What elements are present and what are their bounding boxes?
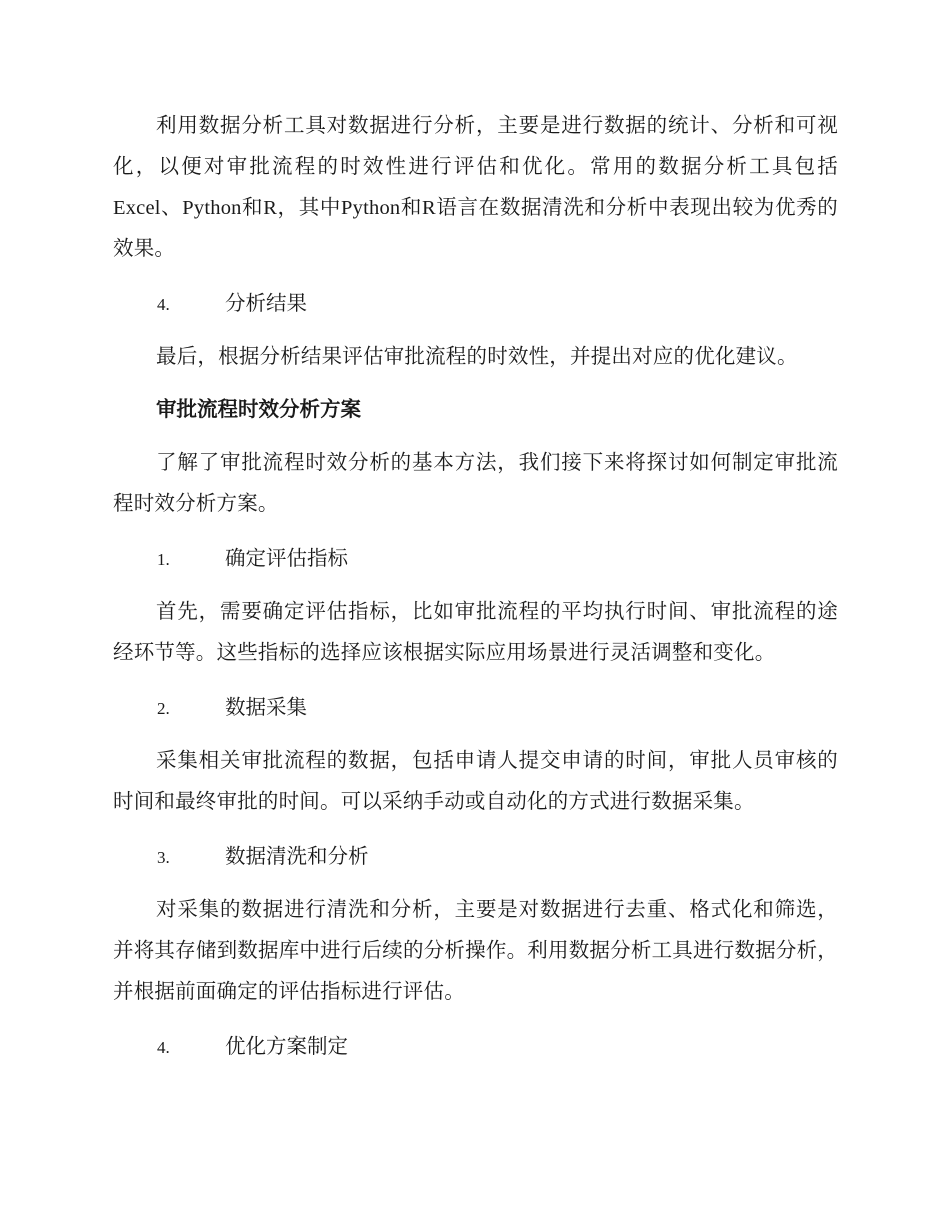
- paragraph-data-analysis-tools: 利用数据分析工具对数据进行分析，主要是进行数据的统计、分析和可视化，以便对审批流程的时效性进行评估和优化。常用的数据分析工具包括Excel、Python和R，其中Python和R语言在数据清洗和分析中表现出较为优秀的效果。: [113, 115, 838, 260]
- section-heading: 审批流程时效分析方案: [156, 399, 361, 421]
- list-number: 1.: [157, 550, 170, 569]
- list-item-evaluation-metrics: [113, 539, 838, 580]
- list-item-data-collection: [113, 688, 838, 729]
- list-label: 确定评估指标: [225, 548, 348, 570]
- list-number: 2.: [157, 699, 170, 718]
- list-number: 3.: [157, 848, 170, 867]
- list-item-analysis-result: [113, 284, 838, 325]
- paragraph-cleaning: 对采集的数据进行清洗和分析，主要是对数据进行去重、格式化和筛选，并将其存储到数据库中进行后续的分析操作。利用数据分析工具进行数据分析，并根据前面确定的评估指标进行评估。: [113, 899, 838, 1003]
- paragraph-collection: 采集相关审批流程的数据，包括申请人提交申请的时间，审批人员审核的时间和最终审批的时间。可以采纳手动或自动化的方式进行数据采集。: [113, 750, 838, 813]
- list-label: 优化方案制定: [225, 1036, 348, 1058]
- list-item-data-cleaning: [113, 837, 838, 878]
- list-label: 数据采集: [225, 697, 307, 719]
- list-number: 4.: [157, 1038, 170, 1057]
- list-label: 数据清洗和分析: [225, 846, 369, 868]
- list-label: 分析结果: [225, 293, 307, 315]
- paragraph-conclusion: 最后，根据分析结果评估审批流程的时效性，并提出对应的优化建议。: [156, 346, 798, 368]
- list-item-optimization: [113, 1027, 838, 1068]
- document-body: [113, 106, 838, 1068]
- paragraph-intro: 了解了审批流程时效分析的基本方法，我们接下来将探讨如何制定审批流程时效分析方案。: [113, 452, 838, 515]
- paragraph-metrics: 首先，需要确定评估指标，比如审批流程的平均执行时间、审批流程的途经环节等。这些指标的选择应该根据实际应用场景进行灵活调整和变化。: [113, 601, 838, 664]
- list-number: 4.: [157, 295, 170, 314]
